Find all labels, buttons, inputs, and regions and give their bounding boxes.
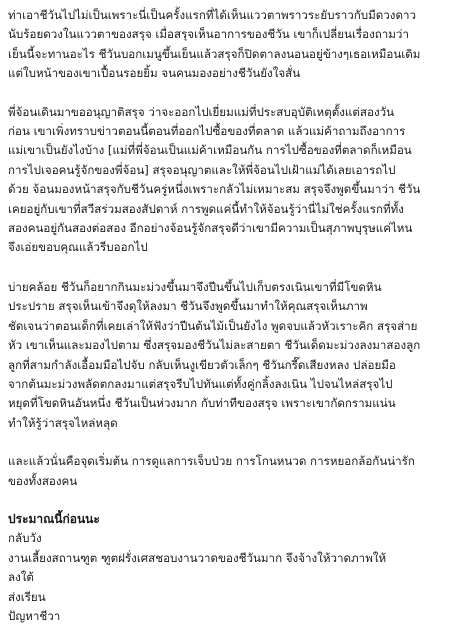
paragraph-line: ลูกที่สามกำลังเอื้อมมือไปจับ กลับเห็นงูเขียวตัวเล็กๆ ชีวันกรี๊ดเสียงหลง ปล่อยมือ	[8, 357, 396, 372]
list-item: ปัญหาชีวา	[8, 608, 61, 623]
paragraph-2	[8, 103, 466, 258]
paragraph-line: และแล้วนั่นคือจุดเริ่มต้น การดูแลการเจ็บป่วย การโกนหนวด การหยอกล้อกันน่ารัก	[8, 454, 415, 469]
paragraph-line: จึงเอ่ยขอบคุณแล้วรีบออกไป	[8, 240, 148, 255]
paragraph-3	[8, 278, 466, 433]
paragraph-line: นับร้อยดวงในแววตาของสรุจ เมื่อสรุจเห็นอาการของชีวัน เขาก็เปลี่ยนเรื่องถามว่า	[8, 27, 409, 42]
paragraph-line: จากต้นมะม่วงพลัดตกลงมาแต่สรุจรีบไปทันแต่ทั้งคู่กลิ้งลงเนิน ไปจนไหล่สรุจไป	[8, 376, 393, 391]
document-body	[8, 6, 466, 626]
paragraph-line: การไปเจอคนรู้จักของพี่จ้อน] สรุจอนุญาตและให้พี่จ้อนไปเฝ้าแม่ได้เลยเอารถไป	[8, 162, 396, 177]
paragraph-line: สองคนอยู่กันสองต่อสอง อีกอย่างจ้อนรู้จักสรุจดีว่าเขามีความเป็นสุภาพบุรุษแค่ไหน	[8, 221, 413, 236]
list-item: ลงใต้	[8, 570, 34, 585]
paragraph-4	[8, 452, 466, 491]
paragraph-line: ท่าเอาชีวันไปไม่เป็นเพราะนี่เป็นครั้งแรกที่ได้เห็นแววตาพราวระยับราวกับมีดวงดาว	[8, 8, 416, 22]
paragraph-line: แม่เขาเป็นยังไงบ้าง [แม่ที่พี่จ้อนเป็นแม่ค้าเหมือนกัน การไปซื้อของที่ตลาดก็เหมือน	[8, 143, 412, 158]
paragraph-line: ประปราย สรุจเห็นเข้าจึงดุให้ลงมา ชีวันจึงพูดขึ้นมาทำให้คุณสรุจเห็นภาพ	[8, 299, 368, 314]
paragraph-spacer	[8, 84, 466, 103]
paragraph-line: เคยอยู่กับเขาที่สวีสร่วมสองสัปดาห์ การพูดแค่นี้ทำให้จ้อนรู้ว่านี่ไม่ใช่ครั้งแรกที่ทั้ง	[8, 201, 404, 216]
paragraph-line: ก่อน เขาเพิ่งทราบข่าวตอนนี้ตอนที่ออกไปซื้อของที่ตลาด แล้วแม่ค้าถามถึงอาการ	[8, 124, 406, 139]
paragraph-spacer	[8, 433, 466, 452]
paragraph-line: ทำให้รู้ว่าสรุจไหล่หลุด	[8, 415, 118, 430]
list-item: ส่งเรียน	[8, 589, 46, 604]
paragraph-line: เย็นนี้จะทานอะไร ชีวันบอกเมนูขึ้นเย็นแล้วสรุจก็ปิดตาลงนอนอยู่ข้างๆเธอเหมือนเดิม	[8, 46, 421, 61]
outline-list	[8, 529, 466, 626]
paragraph-line: บ่ายคล้อย ชีวันก็อยากกินมะม่วงขึ้นมาจึงปีนขึ้นไปเก็บตรงเนินเขาที่มีโขดหิน	[8, 279, 382, 294]
paragraph-spacer	[8, 258, 466, 278]
paragraph-line: ด้วย จ้อนมองหน้าสรุจกับชีวันครู่หนึ่งเพราะกลัวไม่เหมาะสม สรุจจึงพูดขึ้นมาว่า ชีวัน	[8, 182, 421, 197]
paragraph-line: แต่ใบหน้าของเขาเปื้อนรอยยิ้ม จนคนมองอย่างชีวันยังใจสั่น	[8, 66, 301, 81]
paragraph-line: ของทั้งสองคน	[8, 473, 78, 488]
list-item: กลับวัง	[8, 531, 42, 546]
outline-heading: ประมาณนี้ก่อนนะ	[8, 511, 100, 526]
paragraph-line: หยุดที่โขดหินอันหนึ่ง ชีวันเป็นห่วงมาก กับท่าทีของสรุจ เพราะเขากัดกรามแน่น	[8, 396, 396, 411]
paragraph-spacer	[8, 491, 466, 510]
paragraph-line: พี่จ้อนเดินมาขออนุญาติสรุจ ว่าจะออกไปเยี่ยมแม่ที่ประสบอุบัติเหตุตั้งแต่สองวัน	[8, 104, 395, 119]
paragraph-line: หัว เขาเห็นและมองไปตาม ซึ่งสรุจมองชีวันไม่ละสายตา ชีวันเด็ดมะม่วงลงมาสองลูก	[8, 338, 421, 353]
paragraph-line: ชัดเจนว่าตอนเด็กที่เคยเล่าให้ฟังว่าปีนต้นไม้เป็นยังไง พูดจบแล้วหัวเราะคิก สรุจส่าย	[8, 318, 418, 333]
paragraph-1	[8, 6, 466, 84]
list-item: งานเลี้ยงสถานฑูต ฑูตฝรั่งเศสชอบงานวาดของชีวันมาก จึงจ้างให้วาดภาพให้	[8, 550, 387, 565]
